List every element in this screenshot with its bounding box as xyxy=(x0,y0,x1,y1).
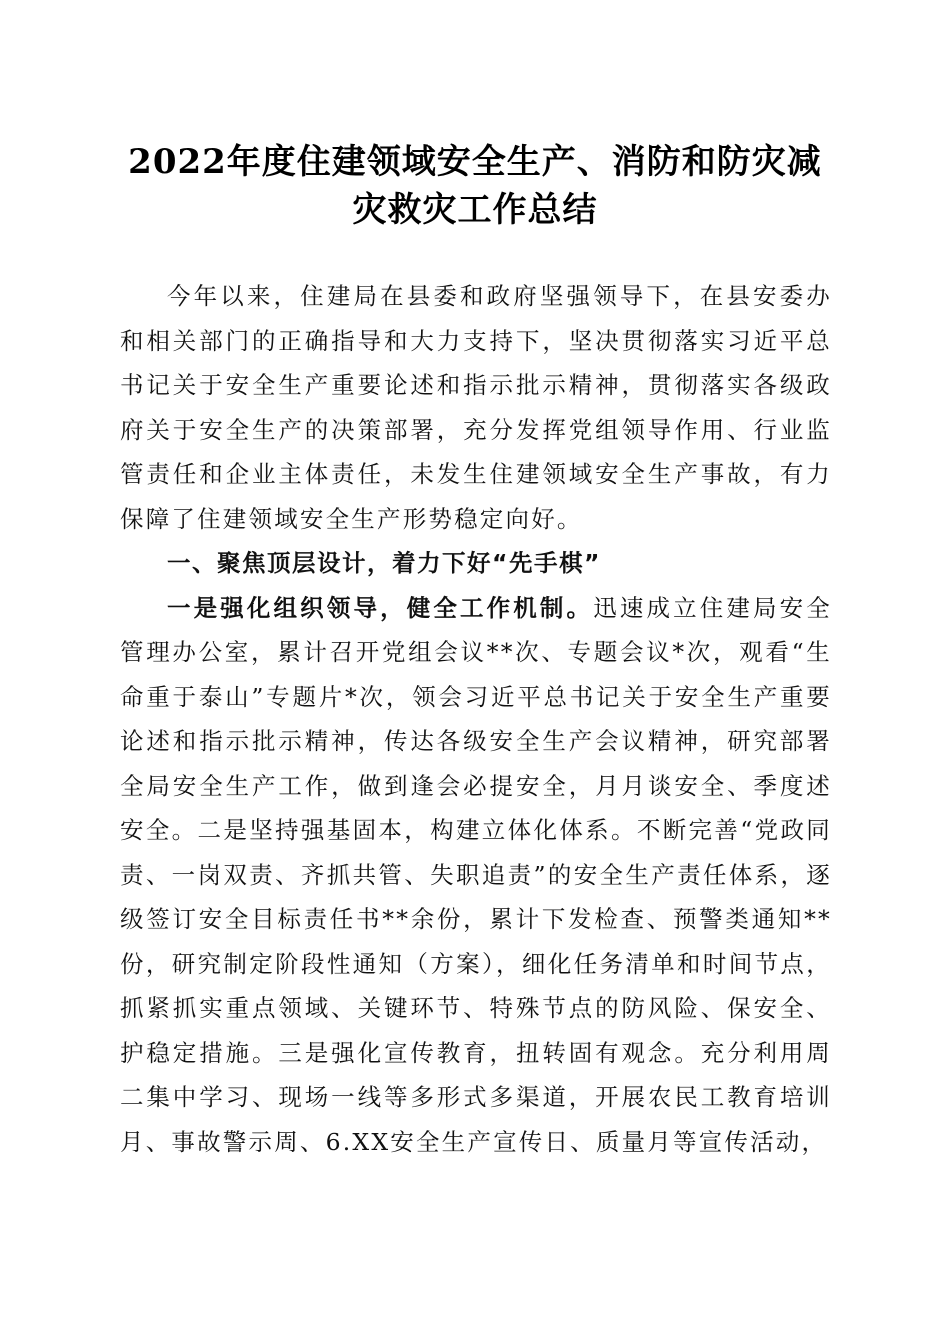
document-body xyxy=(120,274,832,1164)
intro-paragraph: 今年以来，住建局在县委和政府坚强领导下，在县安委办和相关部门的正确指导和大力支持下，坚决贯彻落实习近平总书记关于安全生产重要论述和指示批示精神，贯彻落实各级政府关于安全生产的决策部署，充分发挥党组领导作用、行业监管责任和企业主体责任，未发生住建领域安全生产事故，有力保障了住建领域安全生产形势稳定向好。 xyxy=(120,282,832,533)
document-title xyxy=(110,138,840,234)
section-lead-text: 一是强化组织领导，健全工作机制。 xyxy=(167,593,594,622)
section-heading: 一、聚焦顶层设计，着力下好“先手棋” xyxy=(167,549,601,577)
title-line-1: 2022年度住建领域安全生产、消防和防灾减 xyxy=(128,142,822,182)
title-line-2: 灾救灾工作总结 xyxy=(352,190,598,230)
section-body-text: 迅速成立住建局安全管理办公室，累计召开党组会议**次、专题会议*次，观看“生命重于泰山”专题片*次，领会习近平总书记关于安全生产重要论述和指示批示精神，传达各级安全生产会议精神，研究部署全局安全生产工作，做到逢会必提安全，月月谈安全、季度述安全。二是坚持强基固本，构建立体化体系。不断完善“党政同责、一岗双责、齐抓共管、失职追责”的安全生产责任体系，逐级签订安全目标责任书**余份，累计下发检查、预警类通知**份，研究制定阶段性通知（方案），细化任务清单和时间节点，抓紧抓实重点领域、关键环节、特殊节点的防风险、保安全、护稳定措施。三是强化宣传教育，扭转固有观念。充分利用周二集中学习、现场一线等多形式多渠道，开展农民工教育培训月、事故警示周、6.XX安全生产宣传日、质量月等宣传活动， xyxy=(120,593,832,1156)
section-paragraph xyxy=(120,586,832,1165)
